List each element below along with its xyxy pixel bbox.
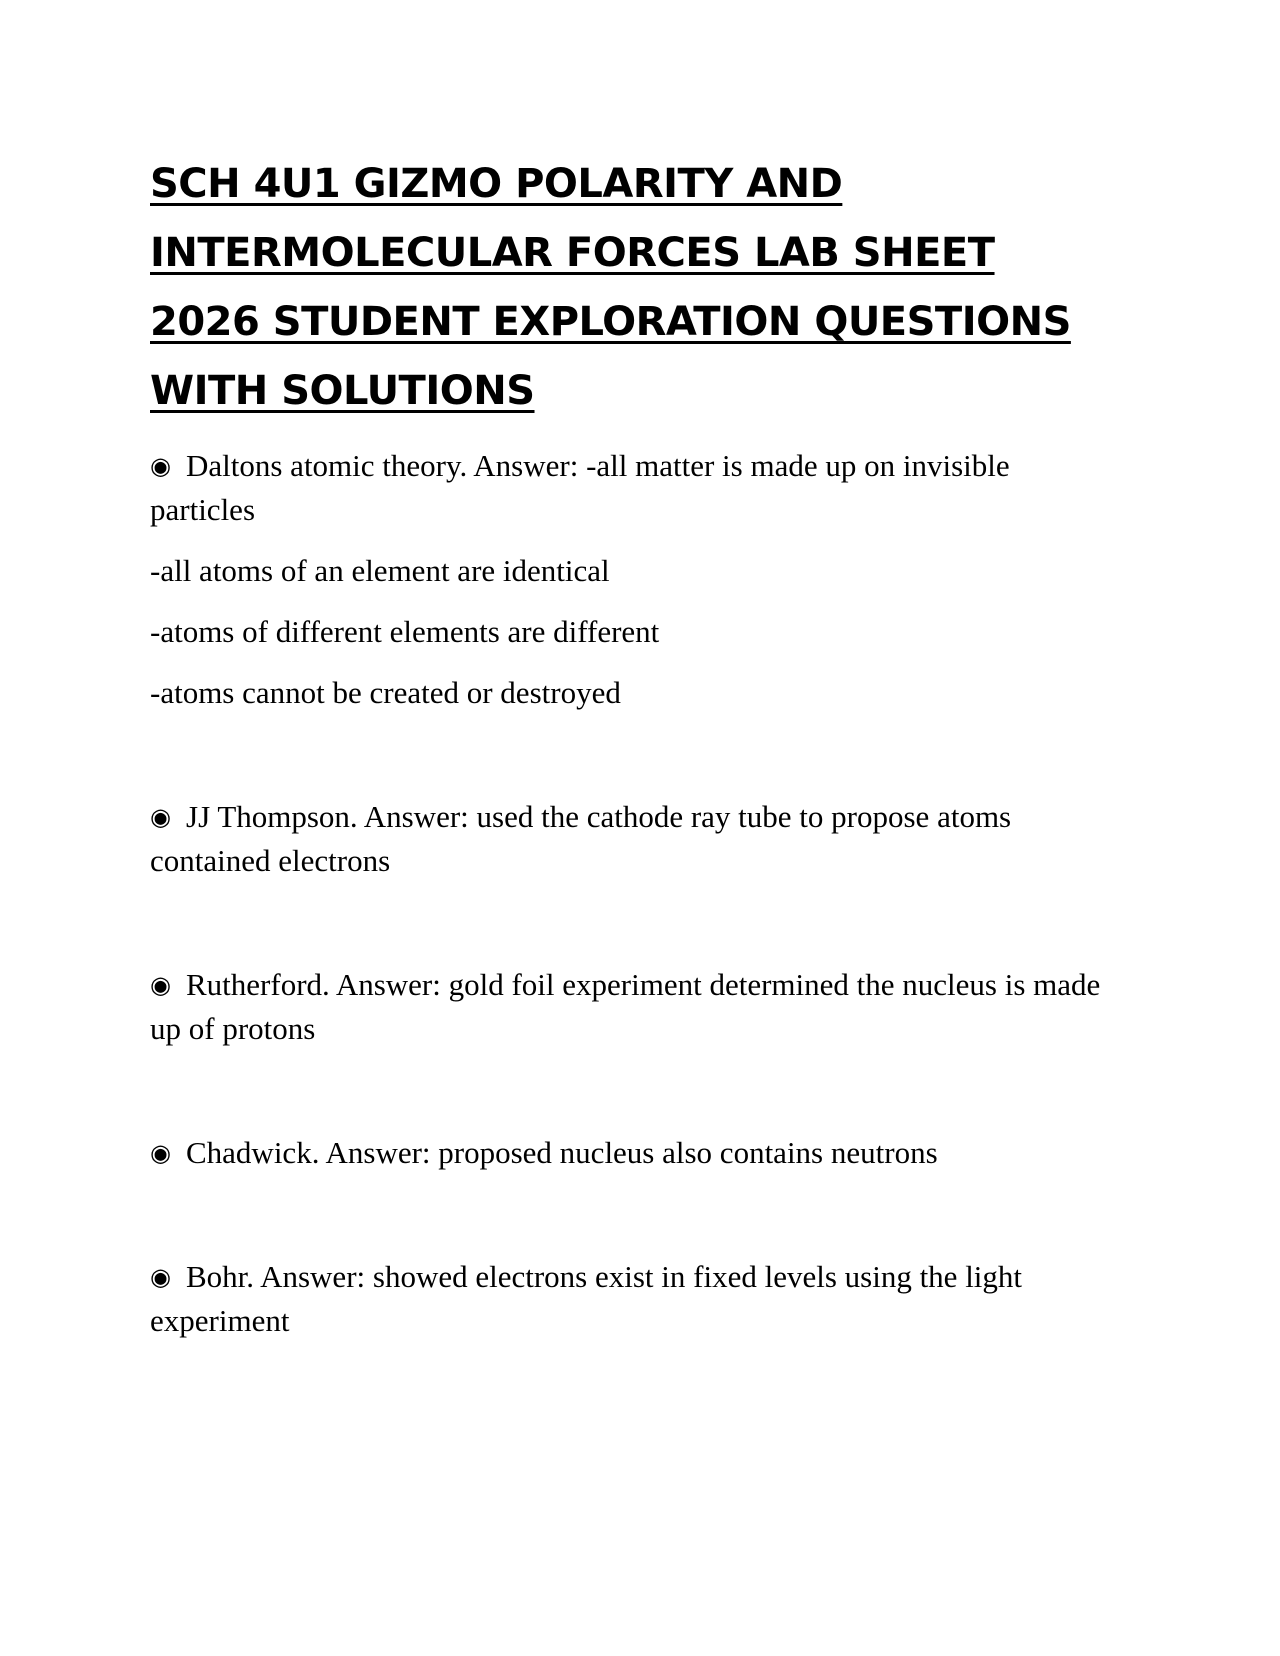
bullet-icon: ◉ (150, 452, 171, 480)
item-answer: Answer: -all matter is made up on invisible particles (150, 448, 1010, 527)
bullet-icon: ◉ (150, 1139, 171, 1167)
item-answer: Answer: gold foil experiment determined the nucleus is made up of protons (150, 967, 1101, 1046)
item-answer: Answer: proposed nucleus also contains neutrons (325, 1135, 938, 1170)
item-dalton (150, 444, 1110, 532)
item-question: JJ Thompson. (186, 799, 358, 834)
item-answer: Answer: used the cathode ray tube to propose atoms contained electrons (150, 799, 1012, 878)
item-question: Chadwick. (186, 1135, 320, 1170)
item-bohr (150, 1255, 1110, 1343)
item-question: Rutherford. (186, 967, 330, 1002)
item-rutherford (150, 963, 1110, 1051)
bullet-icon: ◉ (150, 971, 171, 999)
item-question: Daltons atomic theory. (186, 448, 468, 483)
answer-line: -all atoms of an element are identical (150, 553, 610, 588)
answer-line: -atoms of different elements are different (150, 614, 660, 649)
item-chadwick (150, 1131, 1110, 1175)
bullet-icon: ◉ (150, 803, 171, 831)
document-page (150, 150, 1110, 1343)
item-thompson (150, 795, 1110, 883)
bullet-icon: ◉ (150, 1263, 171, 1291)
document-title: SCH 4U1 GIZMO POLARITY AND INTERMOLECULAR FORCES LAB SHEET 2026 STUDENT EXPLORATION QUESTIONS WITH SOLUTIONS (150, 161, 1071, 414)
answer-line: -atoms cannot be created or destroyed (150, 675, 621, 710)
item-answer: Answer: showed electrons exist in fixed levels using the light experiment (150, 1259, 1023, 1338)
item-question: Bohr. (186, 1259, 255, 1294)
